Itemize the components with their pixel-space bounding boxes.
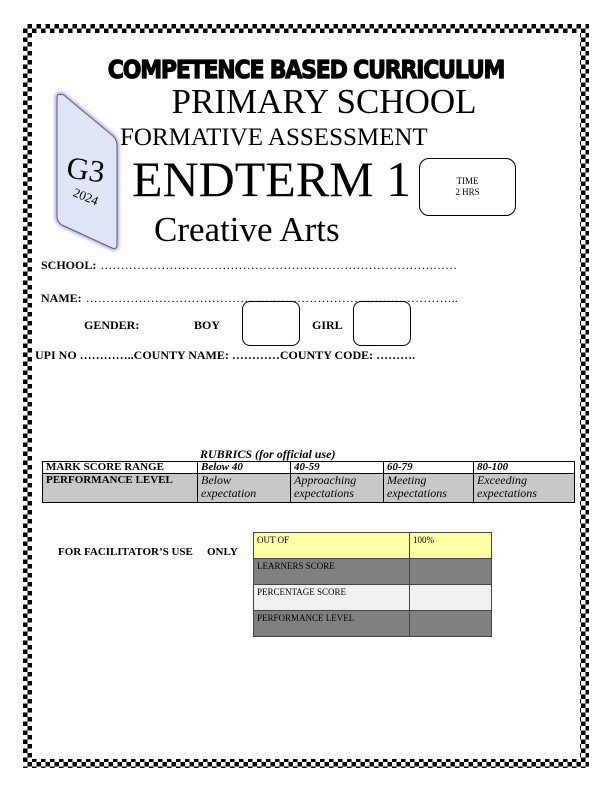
- subject-heading: Creative Arts: [154, 210, 340, 249]
- table-cell: Meeting expectations: [384, 474, 474, 503]
- school-input-dots[interactable]: ……………………………………………………………………….……: [100, 258, 458, 272]
- table-cell: Approaching expectations: [291, 474, 384, 503]
- boy-label: BOY: [194, 318, 221, 332]
- exam-name-heading: ENDTERM 1: [132, 151, 412, 207]
- facilitator-label: FOR FACILITATOR’S USE: [58, 546, 193, 558]
- row-label: PERCENTAGE SCORE: [254, 585, 410, 611]
- learners-score-input[interactable]: [410, 559, 492, 585]
- boy-checkbox[interactable]: [242, 301, 300, 346]
- row-label: PERFORMANCE LEVEL: [254, 611, 410, 637]
- girl-label: GIRL: [312, 318, 343, 332]
- table-row: [43, 474, 575, 503]
- name-input-dots[interactable]: ………………………………………………………………………………..: [85, 291, 459, 305]
- performance-level-input[interactable]: [410, 611, 492, 637]
- rubrics-table: [42, 461, 575, 503]
- assessment-type-heading: FORMATIVE ASSESSMENT: [120, 124, 428, 151]
- table-row: [254, 559, 492, 585]
- table-cell: Below expectation: [198, 474, 291, 503]
- facilitator-only-label: ONLY: [207, 546, 238, 558]
- row-label: LEARNERS SCORE: [254, 559, 410, 585]
- table-row: [43, 462, 575, 474]
- table-row: [254, 533, 492, 559]
- upi-county-line[interactable]: UPI NO …………..COUNTY NAME: …………COUNTY CODE: ……….: [35, 348, 416, 362]
- table-cell: Below 40: [198, 462, 291, 474]
- table-cell: 60-79: [384, 462, 474, 474]
- table-cell: Exceeding expectations: [474, 474, 575, 503]
- rubrics-caption: RUBRICS (for official use): [200, 447, 336, 461]
- table-row: [254, 585, 492, 611]
- row-header: PERFORMANCE LEVEL: [43, 474, 198, 503]
- curriculum-title: COMPETENCE BASED CURRICULUM: [107, 56, 505, 85]
- table-cell: 40-59: [291, 462, 384, 474]
- school-field[interactable]: [41, 256, 457, 274]
- table-cell: 80-100: [474, 462, 575, 474]
- row-label: OUT OF: [254, 533, 410, 559]
- gender-label: GENDER:: [84, 318, 140, 332]
- row-header: MARK SCORE RANGE: [43, 462, 198, 474]
- badge-year: 2024: [70, 184, 101, 209]
- school-level-heading: PRIMARY SCHOOL: [171, 82, 477, 121]
- time-allowed-box: [419, 158, 516, 216]
- row-value: 100%: [410, 533, 492, 559]
- time-value: 2 HRS: [455, 187, 480, 197]
- percentage-score-input[interactable]: [410, 585, 492, 611]
- facilitator-score-table: [253, 532, 492, 637]
- badge-grade: G3: [64, 149, 107, 190]
- grade-badge: [50, 88, 130, 258]
- time-label: TIME: [456, 176, 479, 186]
- school-label: SCHOOL:: [41, 258, 97, 272]
- name-label: NAME:: [41, 291, 82, 305]
- table-row: [254, 611, 492, 637]
- girl-checkbox[interactable]: [353, 301, 411, 346]
